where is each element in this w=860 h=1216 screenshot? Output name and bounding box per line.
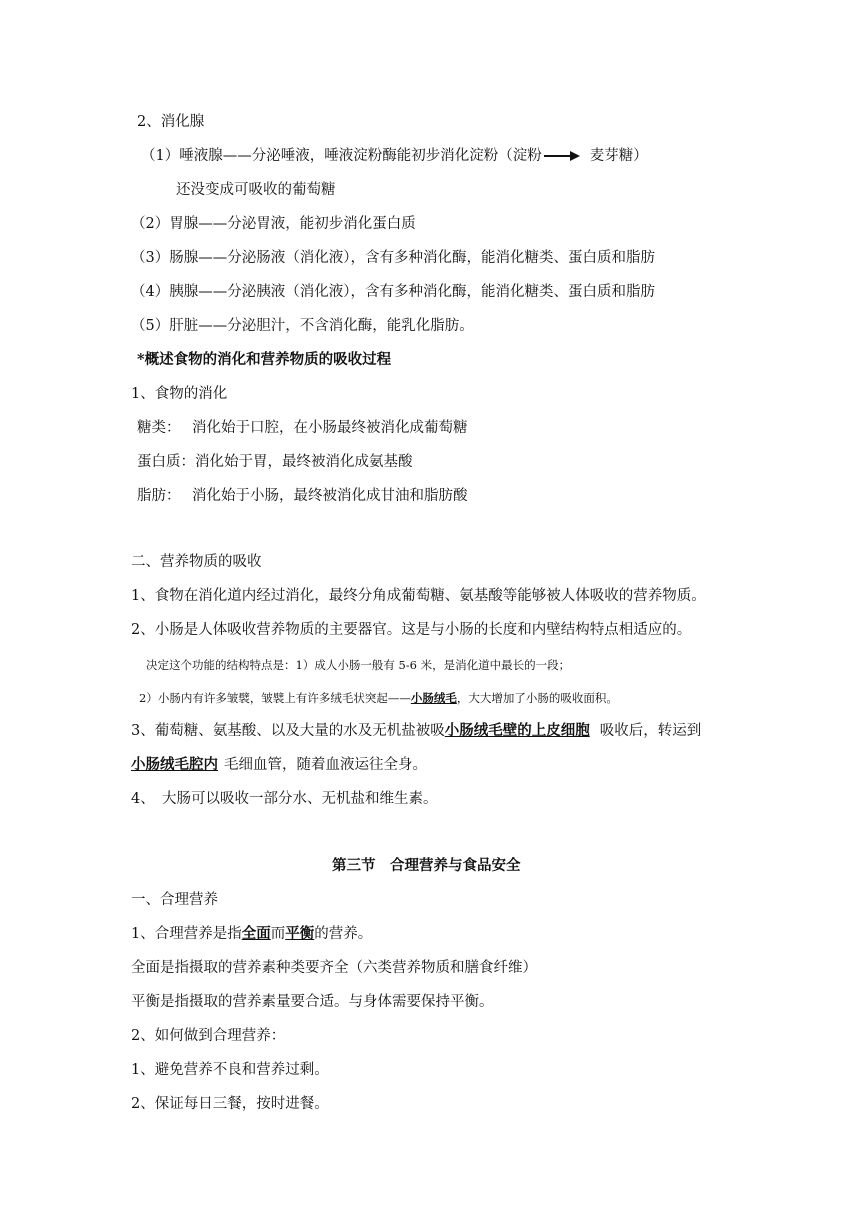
how-to-item-1: 1、避免营养不良和营养过剩。 [131, 1062, 329, 1078]
villi-term: 小肠绒毛 [410, 691, 457, 705]
how-to-item-2: 2、保证每日三餐，按时进餐。 [131, 1096, 329, 1112]
balanced-term: 平衡 [285, 925, 315, 942]
fat-text: 消化始于小肠，最终被消化成甘油和脂肪酸 [192, 488, 468, 504]
definition-text: 1、合理营养是指 [131, 926, 242, 942]
overview-heading: *概述食物的消化和营养物质的吸收过程 [137, 351, 392, 368]
food-digestion-title: 1、食物的消化 [131, 386, 228, 402]
gland-saliva-continued: 还没变成可吸收的葡萄糖 [176, 182, 336, 198]
section-3-title: 第三节 合理营养与食品安全 [332, 857, 521, 874]
absorption-item-4: 4、 大肠可以吸收一部分水、无机盐和维生素。 [131, 791, 438, 807]
sugar-text: 消化始于口腔，在小肠最终被消化成葡萄糖 [192, 420, 468, 436]
how-to-heading: 2、如何做到合理营养： [131, 1028, 286, 1044]
sugar-digestion [137, 418, 468, 438]
gland-stomach: （2）胃腺——分泌胃液，能初步消化蛋白质 [131, 216, 416, 232]
nutrition-heading: 一、合理营养 [131, 892, 218, 908]
absorption-item-1: 1、食物在消化道内经过消化，最终分角成葡萄糖、氨基酸等能够被人体吸收的营养物质。 [131, 588, 706, 604]
item-3-cont-text: 毛细血管，随着血液运往全身。 [224, 757, 427, 773]
epithelial-cell-term: 小肠绒毛壁的上皮细胞 [444, 722, 590, 739]
absorption-heading: 二、营养物质的吸收 [131, 554, 262, 570]
fat-label: 脂肪： [137, 488, 181, 504]
item-3-text: 3、葡萄糖、氨基酸、以及大量的水及无机盐被吸 [131, 723, 445, 739]
villi-cavity-term: 小肠绒毛腔内 [131, 756, 218, 773]
note-2-tail: ，大大增加了小肠的吸收面积。 [456, 691, 618, 705]
protein-digestion: 蛋白质：消化始于胃，最终被消化成氨基酸 [137, 454, 413, 470]
absorption-item-2: 2、小肠是人体吸收营养物质的主要器官。这是与小肠的长度和内壁结构特点相适应的。 [131, 622, 692, 638]
nutrition-definition [131, 924, 372, 944]
absorption-note-1: 决定这个功能的结构特点是：1）成人小肠一般有 5-6 米，是消化道中最长的一段； [146, 658, 571, 672]
gland-pancreas: （4）胰腺——分泌胰液（消化液），含有多种消化酶，能消化糖类、蛋白质和脂肪 [131, 284, 655, 300]
definition-tail: 的营养。 [314, 926, 373, 942]
gland-intestine: （3）肠腺——分泌肠液（消化液），含有多种消化酶，能消化糖类、蛋白质和脂肪 [131, 250, 655, 266]
section-2-title: 2、消化腺 [137, 114, 205, 130]
comprehensive-term: 全面 [241, 925, 271, 942]
right-arrow-icon [544, 151, 580, 161]
fat-digestion [137, 486, 468, 506]
gland-liver: （5）肝脏——分泌胆汁，不含消化酶，能乳化脂肪。 [131, 318, 474, 334]
note-2-text: 2）小肠内有许多皱襞，皱襞上有许多绒毛状突起—— [139, 691, 411, 705]
absorption-item-3 [131, 721, 701, 741]
definition-and: 而 [270, 926, 286, 942]
gland-saliva-text: （1）唾液腺——分泌唾液，唾液淀粉酶能初步消化淀粉（淀粉 [141, 148, 542, 164]
gland-saliva-product: 麦芽糖） [589, 148, 648, 164]
absorption-item-3-continued [131, 755, 427, 775]
balanced-explanation: 平衡是指摄取的营养素量要合适。与身体需要保持平衡。 [131, 994, 494, 1010]
absorption-note-2 [139, 688, 618, 708]
item-3-tail: 吸收后，转运到 [599, 723, 702, 739]
sugar-label: 糖类： [137, 420, 181, 436]
gland-saliva [141, 146, 648, 166]
comprehensive-explanation: 全面是指摄取的营养素种类要齐全（六类营养物质和膳食纤维） [131, 960, 537, 976]
